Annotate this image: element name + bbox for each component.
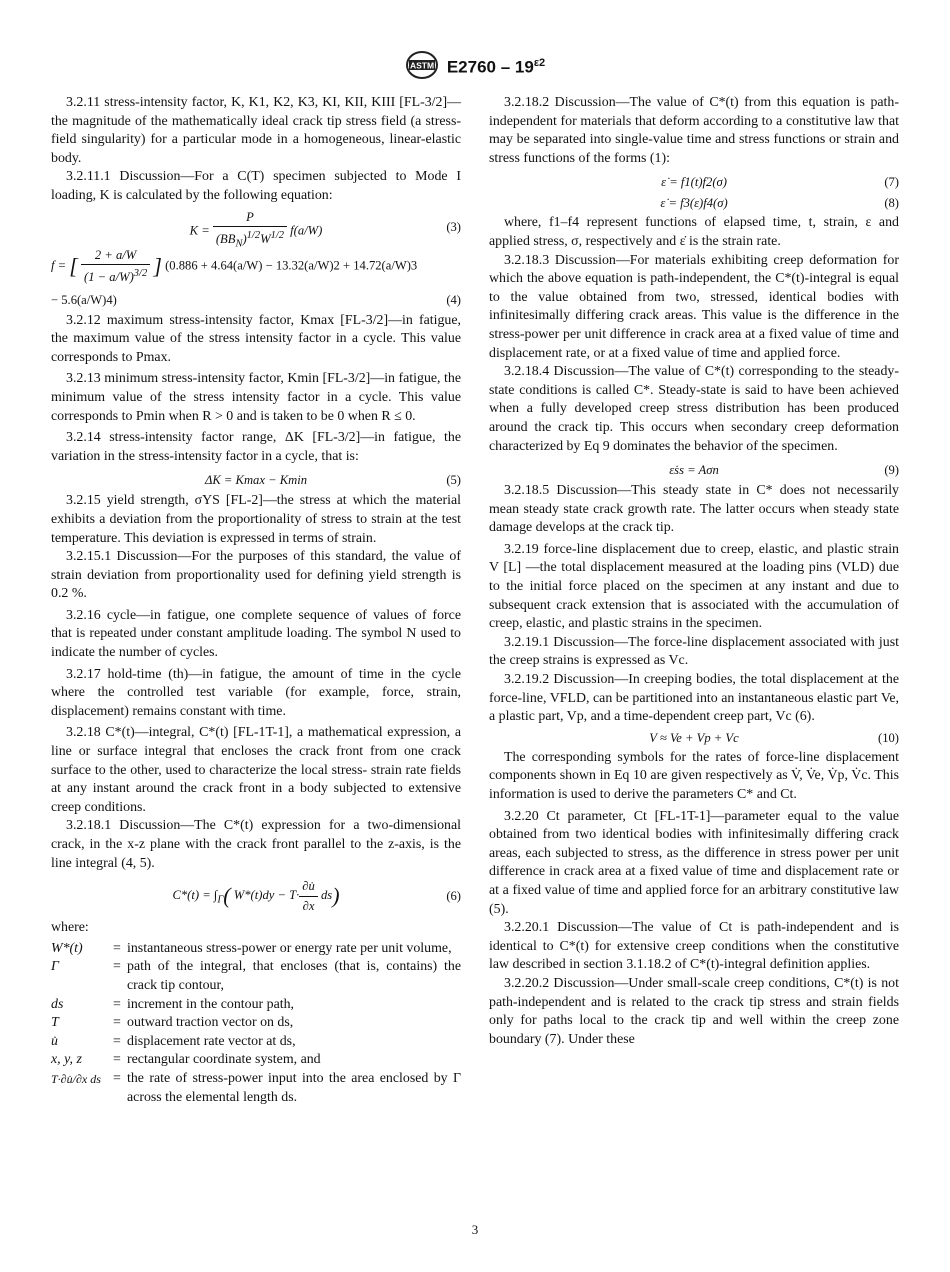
equation-7: ε̇ = f1(t)f2(σ) (7)	[661, 175, 899, 190]
definition-row: ds = increment in the contour path,	[51, 996, 295, 1012]
section-3-2-20-2: 3.2.20.2 Discussion—Under small-scale creep conditions, C*(t) is not path-independent and is related to the crack tip stress and strain fields only for paths local to the crack tip and well within the creep zone boundary (7). Under these	[489, 975, 899, 1047]
section-3-2-18-1: 3.2.18.1 Discussion—The C*(t) expression for a two-dimensional crack, in the x-z plane with the crack front parallel to the z-axis, is the line integral (4, 5).	[51, 818, 461, 871]
section-3-2-18-5: 3.2.18.5 Discussion—This steady state in C* does not necessarily mean steady state crack growth rate. The latter occurs when steady state damage develops at the crack tip.	[489, 483, 899, 536]
section-3-2-18-2: 3.2.18.2 Discussion—The value of C*(t) from this equation is path-independent for materials that deform according to a constitutive law that may be separated into single-value time and stress functions or strain and stress functions of the forms (1):	[489, 95, 899, 166]
document-id: $E2760 - 19^{\varepsilon 2}$	[446, 57, 546, 77]
page-number: 3	[471, 1222, 479, 1237]
section-3-2-11: 3.2.11 stress-intensity factor, K, K1, K2, K3, KI, KII, KIII [FL-3/2]—the magnitude of the mathematically ideal crack tip stress field (a stress-field singularity) for a particular mode in a homogeneous, linear-elastic body.	[51, 95, 461, 166]
section-3-2-20-1: 3.2.20.1 Discussion—The value of Ct is path-independent and is identical to C*(t) for extensive creep conditions when the constitutive law described in section 3.1.18.2 of C*(t)-integral definition applies.	[489, 920, 899, 973]
where-label: where:	[51, 920, 89, 936]
definition-row: T·∂u̇/∂x ds = the rate of stress-power input into the area enclosed by Γ across the elemental length ds.	[51, 1070, 461, 1105]
section-3-2-15-1: 3.2.15.1 Discussion—For the purposes of this standard, the value of strain deviation from proportionality used for defining yield strength is 0.2 %.	[51, 549, 461, 602]
equation-10: V ≈ Ve + Vp + Vc (10)	[649, 730, 899, 745]
section-3-2-12: 3.2.12 maximum stress-intensity factor, Kmax [FL-3/2]—in fatigue, the maximum value of the stress intensity factor in a cycle. This value corresponds to Pmax.	[51, 312, 461, 365]
section-3-2-14: 3.2.14 stress-intensity factor range, ΔK [FL-3/2]—in fatigue, the variation in the stress-intensity factor in a cycle, that is:	[51, 430, 461, 464]
strain-functions-note: where, f1–f4 represent functions of elapsed time, t, strain, ε and applied stress, σ, respectively and ε̇ is the strain rate.	[489, 215, 899, 249]
equation-3: K = $\frac{P}{(BB_N)^{1/2}W^{1/2}}$ f(a/W) (3)	[189, 209, 461, 250]
svg-text:ASTM: ASTM	[409, 60, 434, 71]
definition-row: T = outward traction vector on ds,	[51, 1015, 294, 1031]
left-column	[51, 94, 461, 1107]
section-3-2-17: 3.2.17 hold-time (th)—in fatigue, the amount of time in the cycle where the controlled test variable (for example, force, strain, displacement) remains constant with time.	[51, 666, 461, 719]
equation-5: ΔK = Kmax − Kmin (5)	[204, 473, 461, 488]
section-3-2-19-2: 3.2.19.2 Discussion—In creeping bodies, the total displacement at the force-line, VFLD, can be partitioned into an instantaneous elastic part Ve, a plastic part, Vp, and a time-dependent creep part, Vc (6).	[489, 672, 899, 725]
definition-row: u̇ = displacement rate vector at ds,	[51, 1033, 296, 1049]
right-column	[489, 94, 899, 1049]
equation-6: $C*(t) = \int_\Gamma$( W*(t)dy − T· $\frac{\partial u̇}{\partial x}$ ds) (6)	[172, 879, 461, 913]
section-3-2-11-1: 3.2.11.1 Discussion—For a C(T) specimen subjected to Mode I loading, K is calculated by the following equation:	[51, 169, 461, 203]
rate-symbols-note: The corresponding symbols for the rates of force-line displacement components shown in Eq 10 are given respectively as V̇, V̇e, V̇p, V̇c. This information is used to derive the parameters C* and Ct.	[489, 749, 899, 802]
equation-9: ε̇ss = Aσn (9)	[669, 463, 899, 478]
page-header	[0, 50, 950, 85]
section-3-2-18: 3.2.18 C*(t)—integral, C*(t) [FL-1T-1], a mathematical expression, a line or surface integral that encloses the crack front from one crack surface to the other, used to characterize the local stress- strain rate fields at any instant around the crack front in a body subjected to extensive creep conditions.	[51, 725, 461, 815]
equation-4-continued: − 5.6(a/W)4) (4)	[51, 292, 461, 307]
section-3-2-18-4: 3.2.18.4 Discussion—The value of C*(t) corresponding to the steady-state conditions is called C*. Steady-state is said to have been achieved when a fully developed creep stress distribution has been produced around the crack tip. This occurs when secondary creep deformation characterized by Eq 9 dominates the behavior of the specimen.	[489, 364, 899, 454]
section-3-2-20: 3.2.20 Ct parameter, Ct [FL-1T-1]—parameter equal to the value obtained from two identical bodies with infinitesimally differing crack areas, each subjected to stress, as the difference in stress power per unit difference in crack area at a fixed value of time and displacement rate or at a fixed value of time and applied force for an arbitrary constitutive law (5).	[489, 808, 899, 917]
section-3-2-16: 3.2.16 cycle—in fatigue, one complete sequence of values of force that is repeated under constant amplitude loading. The symbol N used to indicate the number of cycles.	[51, 607, 461, 661]
definition-row: x, y, z = rectangular coordinate system, and	[51, 1052, 321, 1068]
section-3-2-13: 3.2.13 minimum stress-intensity factor, Kmin [FL-3/2]—in fatigue, the minimum value of the stress intensity factor in a cycle. This value corresponds to Pmin when R > 0 and is taken to be 0 when R ≤ 0.	[51, 371, 461, 424]
equation-4: f = [ $\frac{2 + a/W}{(1 - a/W)^{3/2}}$ ] (0.886 + 4.64(a/W) − 13.32(a/W)2 + 14.72(a/W)3	[51, 247, 418, 285]
definition-row: W*(t) = instantaneous stress-power or energy rate per unit volume,	[51, 940, 452, 956]
definition-row: Γ = path of the integral, that encloses (that is, contains) the crack tip contour,	[51, 959, 461, 993]
section-3-2-18-3: 3.2.18.3 Discussion—For materials exhibiting creep deformation for which the above equation is path-independent, the C*(t)-integral is equal to the value obtained from two, stressed, identical bodies with infinitesimally differing crack areas. This value is the difference in the stress-power per unit difference in crack area at a fixed value of time and displacement rate, or at a fixed value of time and applied force.	[489, 252, 899, 361]
section-3-2-19: 3.2.19 force-line displacement due to creep, elastic, and plastic strain V [L] —the total displacement measured at the loading pins (VLD) due to the initial force placed on the specimen at any instant and due to subsequent crack extension that is associated with the accumulation of creep, elastic, and plastic strains in the specimen.	[489, 541, 899, 632]
symbol-definitions	[51, 940, 461, 1107]
section-3-2-15: 3.2.15 yield strength, σYS [FL-2]—the stress at which the material exhibits a deviation from the proportionality of stress to strain at the test temperature. This deviation is expressed in terms of strain.	[51, 493, 461, 546]
section-3-2-19-1: 3.2.19.1 Discussion—The force-line displacement associated with just the creep strains is expressed as Vc.	[489, 634, 899, 669]
equation-8: ε̇ = f3(ε)f4(σ) (8)	[660, 196, 899, 211]
astm-logo-icon	[405, 50, 439, 85]
